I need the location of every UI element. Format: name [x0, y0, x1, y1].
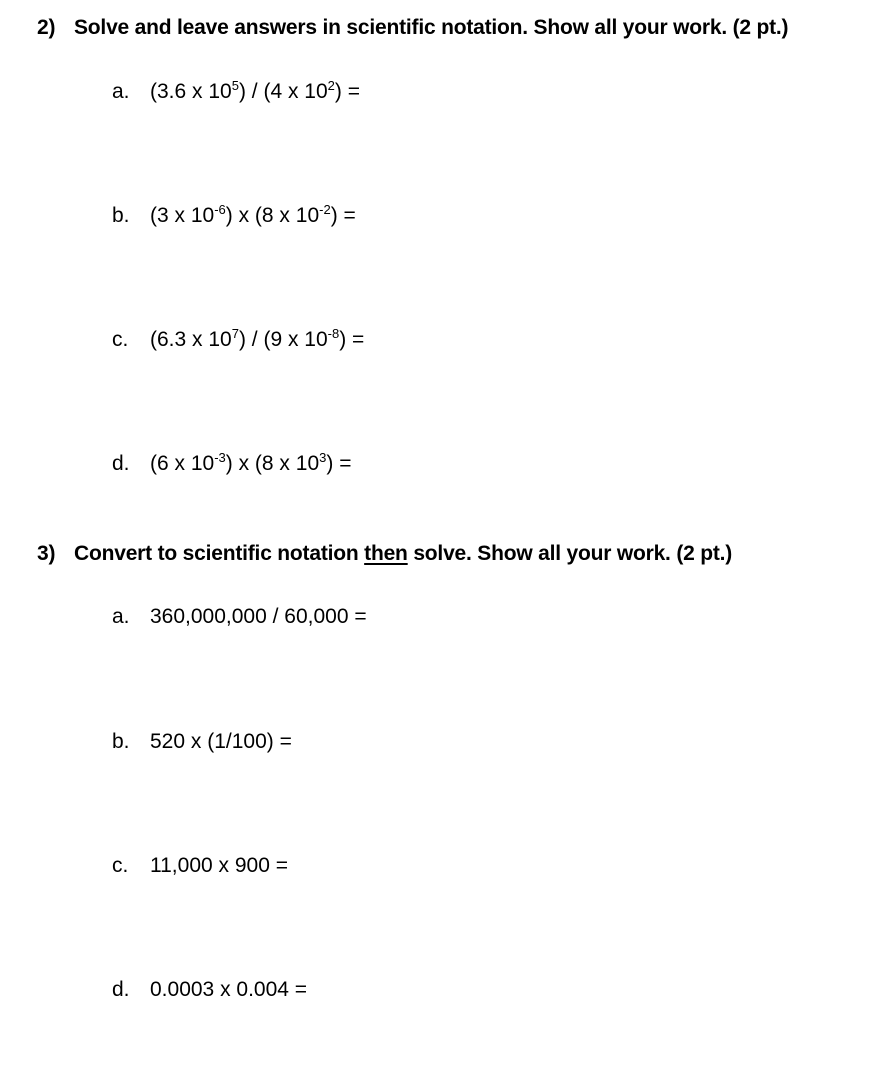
- exponent: -6: [214, 202, 226, 217]
- exponent: 3: [319, 450, 327, 465]
- item-letter: a.: [112, 605, 130, 628]
- item-letter: b.: [112, 204, 130, 227]
- item-expression: 360,000,000 / 60,000 =: [150, 605, 367, 628]
- item-letter: a.: [112, 80, 130, 103]
- question-title-before: Convert to scientific notation: [74, 542, 365, 565]
- item-letter: d.: [112, 978, 130, 1001]
- question-2a: [112, 80, 360, 104]
- exponent: 5: [231, 78, 239, 93]
- expr-part: ) =: [334, 80, 360, 103]
- exponent: 7: [231, 326, 239, 341]
- expr-part: (3 x 10: [150, 204, 215, 227]
- exponent: -2: [319, 202, 331, 217]
- item-expression: 11,000 x 900 =: [150, 854, 288, 877]
- expr-part: (6.3 x 10: [150, 328, 232, 351]
- item-letter: d.: [112, 452, 130, 475]
- question-title-underlined: then: [364, 542, 408, 565]
- question-2b: [112, 204, 356, 228]
- item-expression: 0.0003 x 0.004 =: [150, 978, 308, 1001]
- item-letter: b.: [112, 730, 130, 753]
- expr-part: (6 x 10: [150, 452, 215, 475]
- question-2-heading: [37, 16, 788, 40]
- item-letter: c.: [112, 854, 129, 877]
- question-3b: [112, 730, 292, 754]
- exponent: -3: [214, 450, 226, 465]
- expr-part: ) =: [339, 328, 365, 351]
- question-title: Solve and leave answers in scientific notation. Show all your work. (2 pt.): [74, 16, 789, 39]
- question-3-heading: [37, 542, 732, 566]
- expr-part: ) x (8 x 10: [225, 204, 320, 227]
- question-number: 2): [37, 16, 56, 39]
- question-3d: [112, 978, 307, 1002]
- expr-part: ) =: [326, 452, 352, 475]
- expr-part: ) / (4 x 10: [238, 80, 328, 103]
- question-title-after: solve. Show all your work. (2 pt.): [407, 542, 733, 565]
- expr-part: ) =: [330, 204, 356, 227]
- item-expression: 520 x (1/100) =: [150, 730, 292, 753]
- question-2d: [112, 452, 351, 476]
- item-letter: c.: [112, 328, 129, 351]
- question-3c: [112, 854, 288, 878]
- question-3a: [112, 605, 367, 629]
- expr-part: ) / (9 x 10: [238, 328, 328, 351]
- exponent: 2: [327, 78, 335, 93]
- question-2c: [112, 328, 364, 352]
- expr-part: (3.6 x 10: [150, 80, 232, 103]
- exponent: -8: [327, 326, 340, 341]
- expr-part: ) x (8 x 10: [225, 452, 320, 475]
- question-number: 3): [37, 542, 56, 565]
